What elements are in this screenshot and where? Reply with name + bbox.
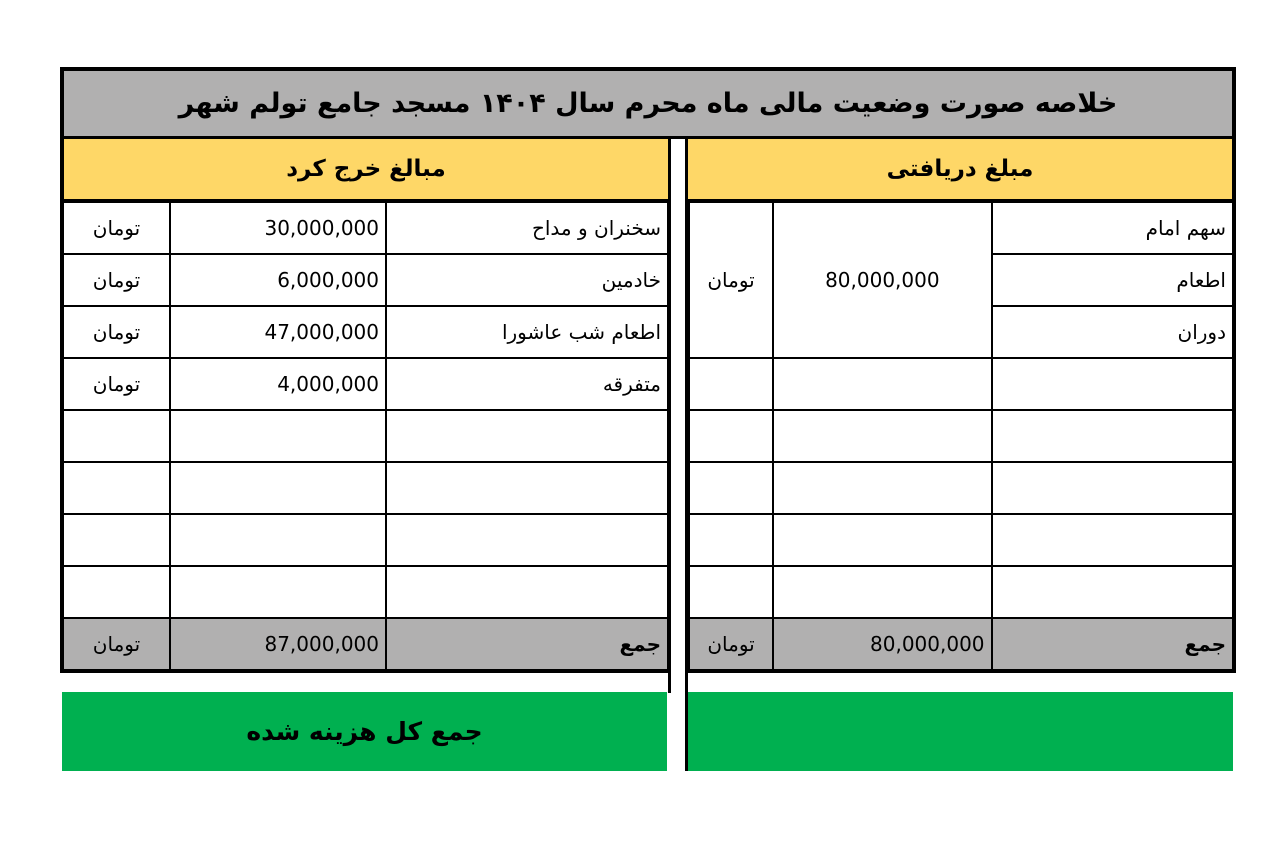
sum-unit-cell: تومان <box>62 618 170 671</box>
sum-row <box>689 618 1234 671</box>
item-cell: سهم امام <box>992 202 1234 254</box>
income-unit-cell: تومان <box>689 202 773 358</box>
empty-cell <box>62 514 170 566</box>
total-spent-value-box <box>688 692 1233 771</box>
empty-cell <box>170 514 386 566</box>
unit-cell: تومان <box>62 358 170 410</box>
empty-cell <box>386 514 668 566</box>
empty-cell <box>170 566 386 618</box>
empty-cell <box>689 514 773 566</box>
empty-cell <box>62 566 170 618</box>
table-row <box>62 358 668 410</box>
empty-cell <box>170 462 386 514</box>
table-row-empty <box>62 566 668 618</box>
amount-cell: 6,000,000 <box>170 254 386 306</box>
empty-cell <box>992 566 1234 618</box>
amount-cell: 4,000,000 <box>170 358 386 410</box>
empty-cell <box>170 410 386 462</box>
empty-cell <box>773 410 991 462</box>
item-cell: سخنران و مداح <box>386 202 668 254</box>
empty-cell <box>773 514 991 566</box>
table-row-empty <box>62 410 668 462</box>
empty-cell <box>992 358 1234 410</box>
report-title: خلاصه صورت وضعیت مالی ماه محرم سال ۱۴۰۴ مسجد جامع تولم شهر <box>60 67 1236 139</box>
empty-cell <box>62 462 170 514</box>
income-header: مبلغ دریافتی <box>688 139 1236 201</box>
total-spent-label: جمع کل هزینه شده <box>62 692 667 771</box>
sum-label-cell: جمع <box>386 618 668 671</box>
empty-cell <box>773 566 991 618</box>
empty-cell <box>992 514 1234 566</box>
amount-cell: 30,000,000 <box>170 202 386 254</box>
sum-row <box>62 618 668 671</box>
empty-cell <box>992 462 1234 514</box>
income-amount-cell: 80,000,000 <box>773 202 991 358</box>
table-row-empty <box>689 410 1234 462</box>
empty-cell <box>689 358 773 410</box>
unit-cell: تومان <box>62 202 170 254</box>
table-row-empty <box>689 566 1234 618</box>
table-row <box>62 254 668 306</box>
empty-cell <box>386 566 668 618</box>
empty-cell <box>992 410 1234 462</box>
item-cell: دوران <box>992 306 1234 358</box>
income-table <box>688 201 1236 673</box>
table-row <box>62 306 668 358</box>
expenses-header: مبالغ خرج کرد <box>60 139 668 201</box>
amount-cell: 47,000,000 <box>170 306 386 358</box>
empty-cell <box>689 462 773 514</box>
unit-cell: تومان <box>62 254 170 306</box>
item-cell: اطعام <box>992 254 1234 306</box>
empty-cell <box>386 462 668 514</box>
table-row-empty <box>689 462 1234 514</box>
table-row-empty <box>689 514 1234 566</box>
empty-cell <box>689 410 773 462</box>
unit-cell: تومان <box>62 306 170 358</box>
sum-amount-cell: 87,000,000 <box>170 618 386 671</box>
sum-unit-cell: تومان <box>689 618 773 671</box>
table-row-empty <box>62 462 668 514</box>
column-divider <box>668 139 688 771</box>
empty-cell <box>773 462 991 514</box>
table-row <box>62 202 668 254</box>
item-cell: متفرقه <box>386 358 668 410</box>
empty-cell <box>773 358 991 410</box>
item-cell: اطعام شب عاشورا <box>386 306 668 358</box>
empty-cell <box>689 566 773 618</box>
empty-cell <box>62 410 170 462</box>
table-row <box>689 202 1234 254</box>
expenses-table <box>60 201 669 673</box>
item-cell: خادمین <box>386 254 668 306</box>
table-row-empty <box>689 358 1234 410</box>
table-row-empty <box>62 514 668 566</box>
sum-label-cell: جمع <box>992 618 1234 671</box>
sum-amount-cell: 80,000,000 <box>773 618 991 671</box>
empty-cell <box>386 410 668 462</box>
